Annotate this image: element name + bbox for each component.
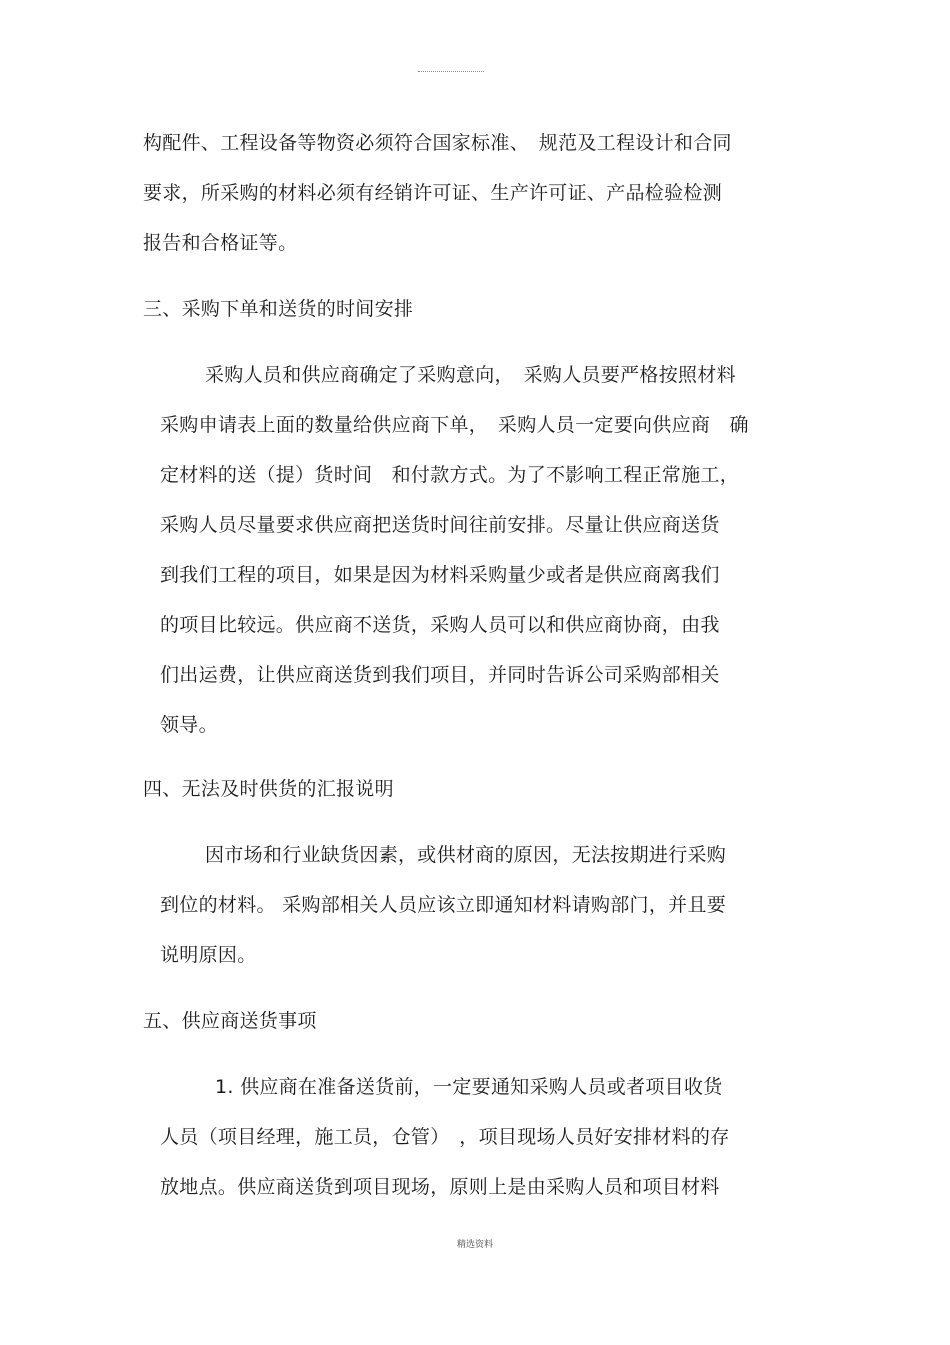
- paragraph-line: 采购人员尽量要求供应商把送货时间往前安排。尽量让供应商送货: [160, 514, 720, 536]
- paragraph-line: 因市场和行业缺货因素，或供材商的原因，无法按期进行采购: [205, 844, 727, 866]
- paragraph-line: 要求，所采购的材料必须有经销许可证、生产许可证、产品检验检测: [143, 182, 723, 204]
- paragraph-line: 放地点。供应商送货到项目现场，原则上是由采购人员和项目材料: [160, 1176, 720, 1198]
- paragraph-line: 到我们工程的项目，如果是因为材料采购量少或者是供应商离我们: [160, 564, 720, 586]
- paragraph-line: 们出运费，让供应商送货到我们项目，并同时告诉公司采购部相关: [160, 664, 720, 686]
- paragraph-line: 的项目比较远。供应商不送货，采购人员可以和供应商协商，由我: [160, 614, 720, 636]
- page-footer: 精选资料: [456, 1240, 493, 1250]
- paragraph-line: 采购人员和供应商确定了采购意向， 采购人员要严格按照材料: [205, 364, 736, 386]
- paragraph-line: 定材料的送（提）货时间 和付款方式。为了不影响工程正常施工，: [160, 464, 740, 486]
- header-divider: [418, 71, 484, 72]
- paragraph-line: 领导。: [160, 714, 218, 736]
- section-3-heading: 三、采购下单和送货的时间安排: [143, 298, 414, 320]
- paragraph-line: 1. 供应商在准备送货前，一定要通知采购人员或者项目收货: [215, 1076, 723, 1098]
- section-5-heading: 五、供应商送货事项: [143, 1010, 317, 1032]
- paragraph-line: 到位的材料。 采购部相关人员应该立即通知材料请购部门，并且要: [160, 894, 727, 916]
- section-4-heading: 四、无法及时供货的汇报说明: [143, 778, 394, 800]
- paragraph-line: 人员（项目经理，施工员，仓管） ，项目现场人员好安排材料的存: [160, 1126, 730, 1148]
- paragraph-line: 说明原因。: [160, 944, 257, 966]
- paragraph-line: 采购申请表上面的数量给供应商下单， 采购人员一定要向供应商 确: [160, 414, 749, 436]
- paragraph-line: 构配件、工程设备等物资必须符合国家标准、 规范及工程设计和合同: [143, 132, 732, 154]
- paragraph-line: 报告和合格证等。: [143, 232, 298, 254]
